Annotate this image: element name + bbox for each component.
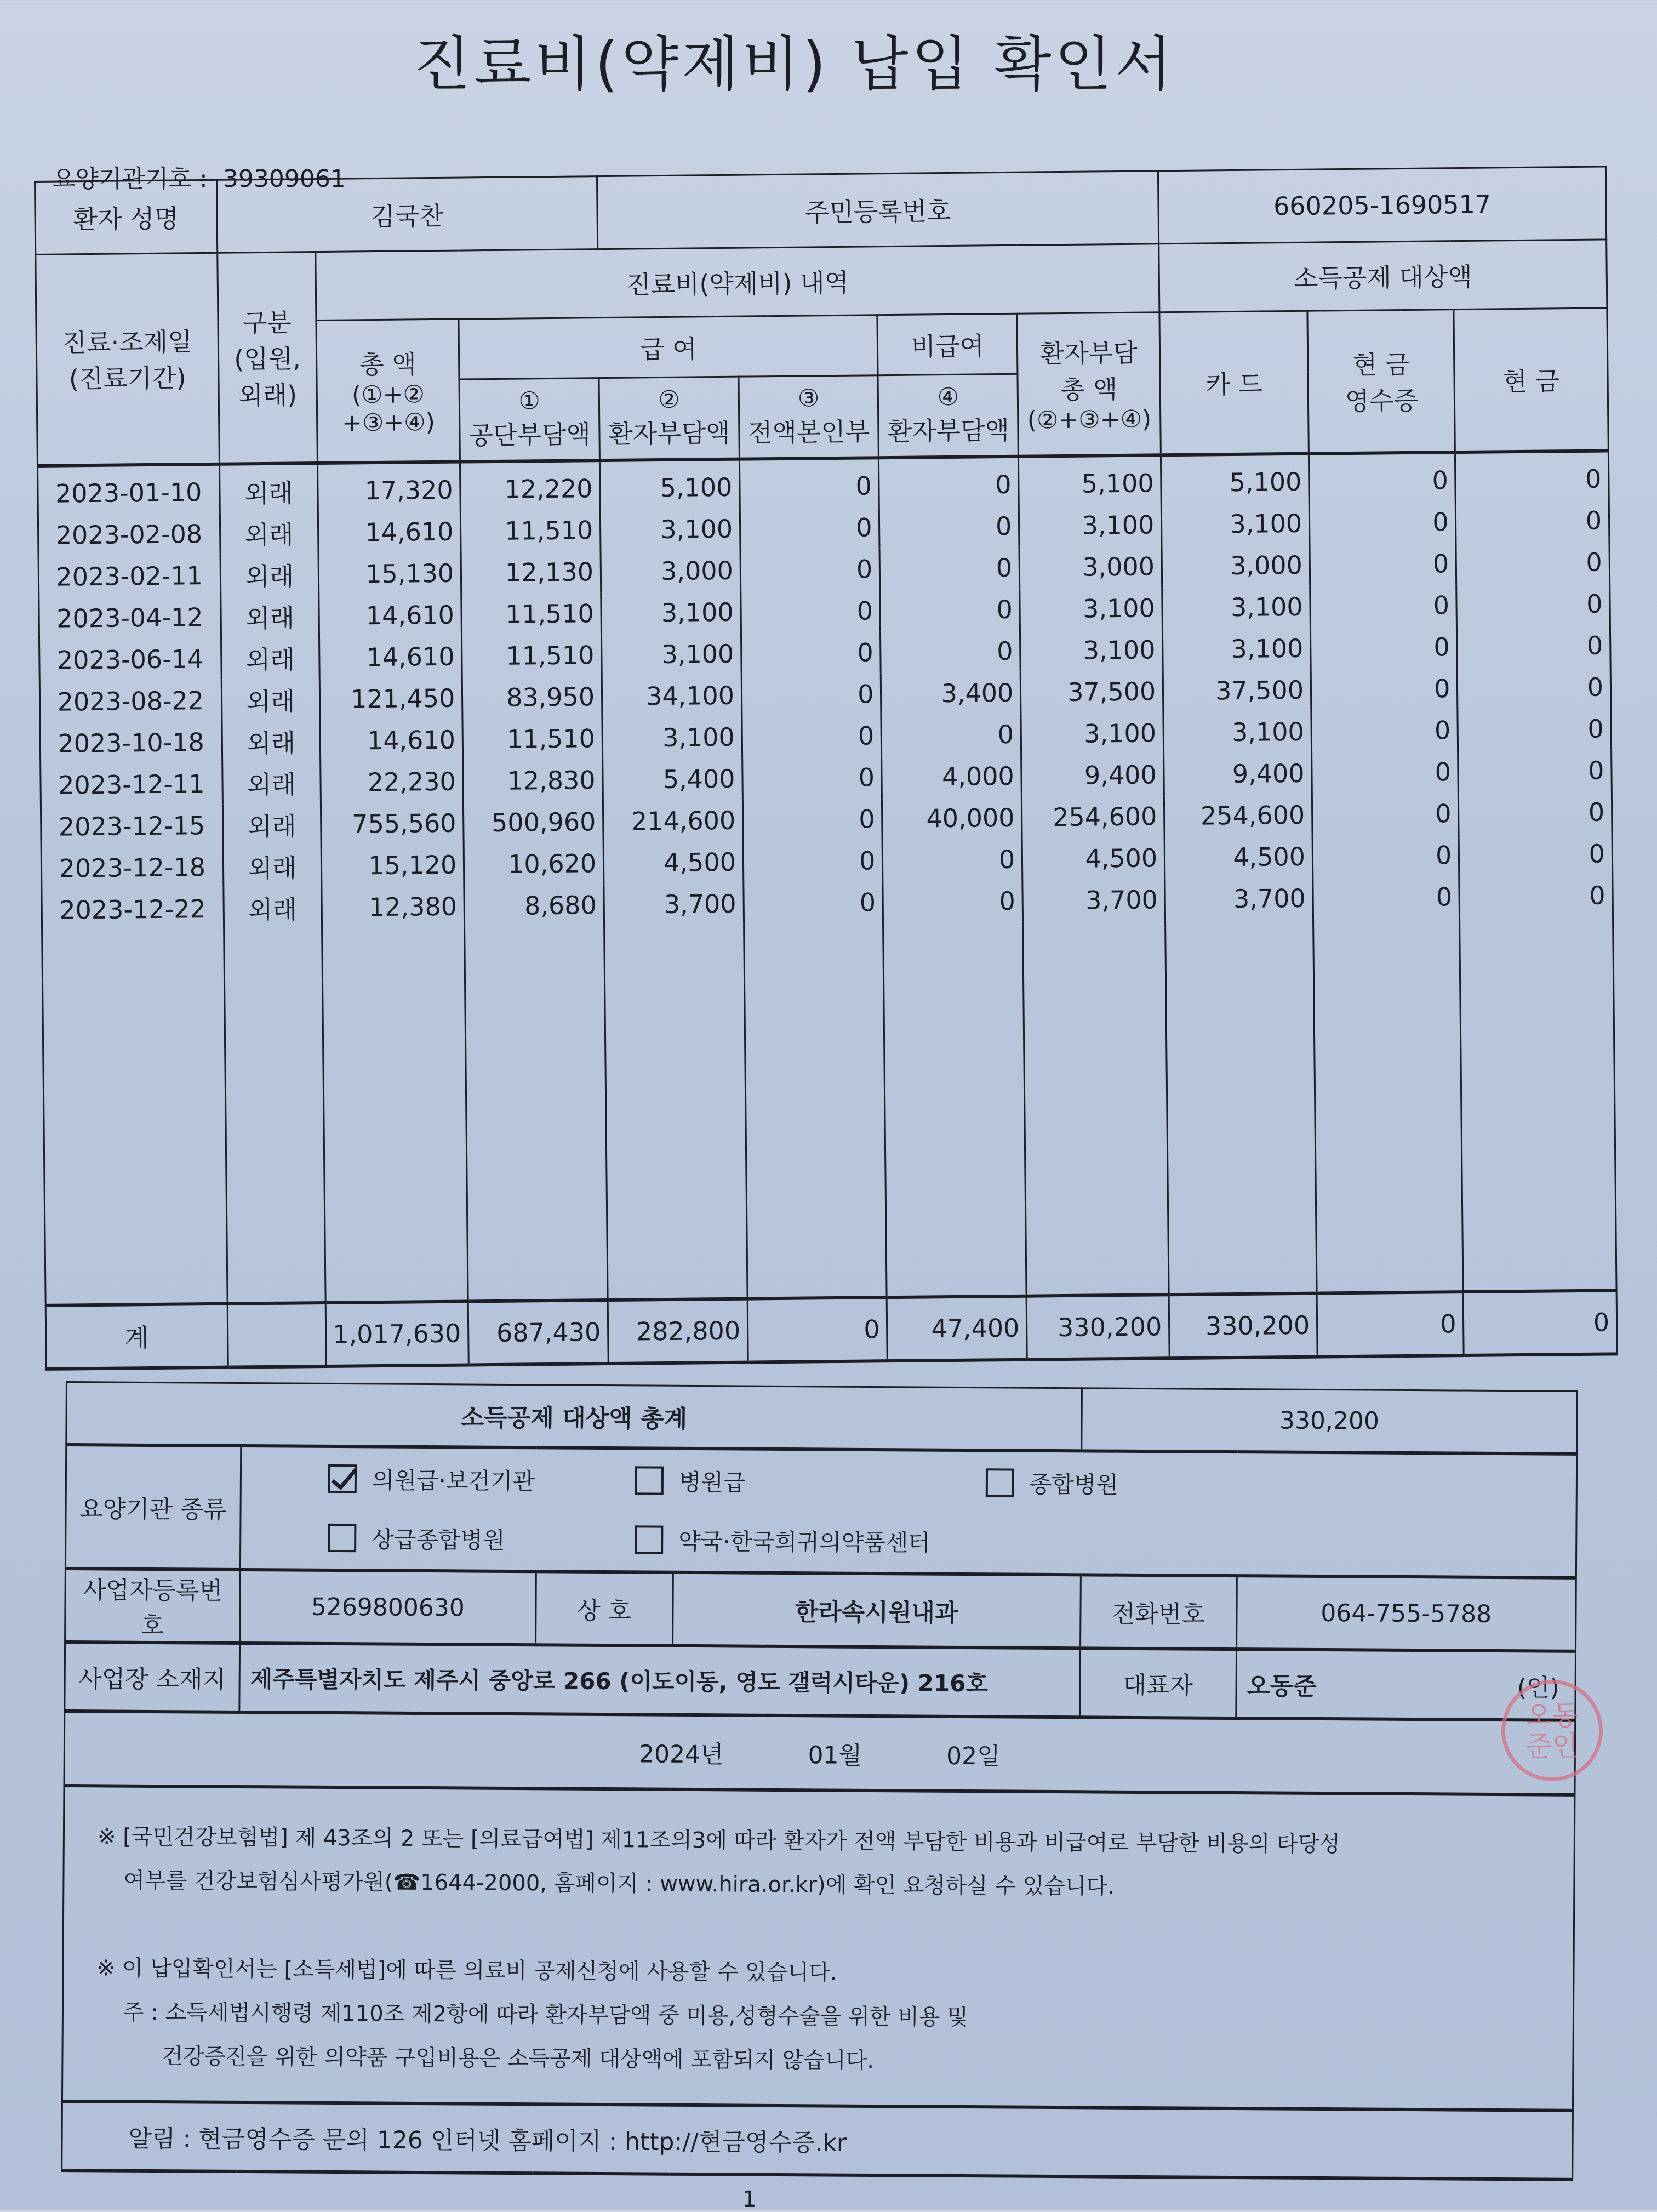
header-noncovered-patient-label: 환자부담액 xyxy=(887,415,1010,447)
row-noncovered: 0 xyxy=(880,588,1020,631)
note1-line1: ※ [국민건강보험법] 제 43조의 2 또는 [의료급여법] 제11조의3에 따라 환자가 전액 부담한 비용과 비급여로 부담한 비용의 타당성 xyxy=(97,1824,1341,1857)
header-total-line2: (①+② xyxy=(351,380,425,409)
header-total-line3: +③+④) xyxy=(341,408,436,437)
header-full-self xyxy=(739,375,879,459)
row-date: 2023-08-22 xyxy=(39,679,221,722)
row-patient-total: 9,400 xyxy=(1021,754,1164,796)
institution-type-label: 요양기관 종류 xyxy=(65,1445,241,1570)
row-card: 3,700 xyxy=(1165,877,1313,920)
row-patient-total: 3,100 xyxy=(1020,587,1163,630)
row-type: 외래 xyxy=(223,887,322,930)
row-patient-total: 5,100 xyxy=(1019,455,1162,505)
row-total: 14,610 xyxy=(320,719,463,761)
header-cash-receipt-line1: 현 금 xyxy=(1352,349,1410,380)
row-total: 15,120 xyxy=(321,843,464,886)
cash-receipt-notice: 알림 : 현금영수증 문의 126 인터넷 홈페이지 : http://현금영수증.kr xyxy=(62,2101,1573,2180)
header-patient-total-line2: 총 액 xyxy=(1060,374,1118,405)
document-title: 진료비(약제비) 납입 확인서 xyxy=(413,30,1176,99)
note2-line2: 주 : 소득세법시행령 제110조 제2항에 따라 환자부담액 중 미용,성형수술을 위한 비용 및 xyxy=(122,1999,969,2031)
notes xyxy=(62,1786,1574,2111)
business-reg-label: 사업자등록번호 xyxy=(65,1569,241,1643)
row-date: 2023-12-15 xyxy=(41,804,222,847)
header-date xyxy=(36,253,219,465)
row-card: 3,100 xyxy=(1163,627,1311,670)
issue-day: 02일 xyxy=(946,1742,1001,1771)
business-row-2 xyxy=(65,1642,1576,1720)
row-card: 3,100 xyxy=(1163,710,1312,754)
row-cash-receipt: 0 xyxy=(1310,543,1456,586)
row-cash-receipt: 0 xyxy=(1312,793,1459,836)
row-card: 4,500 xyxy=(1164,835,1313,879)
header-detail-group: 진료비(약제비) 내역 xyxy=(316,244,1159,321)
institution-code-value: 39309061 xyxy=(222,165,346,193)
row-cash: 0 xyxy=(1458,708,1611,751)
row-type: 외래 xyxy=(222,762,321,805)
row-cash: 0 xyxy=(1456,541,1609,584)
header-insurer-label: 공단부담액 xyxy=(468,419,591,451)
sum-full-self: 0 xyxy=(747,1297,888,1362)
header-patient-covered xyxy=(599,377,739,460)
row-cash: 0 xyxy=(1455,451,1609,501)
header-card: 카 드 xyxy=(1159,311,1309,455)
option-clinic[interactable] xyxy=(328,1462,635,1497)
row-patient-covered: 3,100 xyxy=(602,716,742,759)
row-card: 254,600 xyxy=(1164,794,1313,837)
sum-label: 계 xyxy=(45,1303,228,1369)
row-type: 외래 xyxy=(221,679,320,721)
row-patient-total: 3,100 xyxy=(1019,504,1162,546)
issue-date xyxy=(64,1711,1575,1795)
issue-year: 2024년 xyxy=(638,1740,724,1769)
option-label: 종합병원 xyxy=(1029,1470,1119,1498)
header-type-line3: 외래) xyxy=(238,380,298,411)
checkbox-checked-icon[interactable] xyxy=(328,1464,357,1493)
row-patient-covered: 34,100 xyxy=(602,674,742,717)
row-insurer: 12,220 xyxy=(460,460,601,510)
option-hospital[interactable] xyxy=(635,1464,986,1499)
row-noncovered: 4,000 xyxy=(882,755,1022,797)
deduction-total-row xyxy=(66,1382,1578,1454)
sum-cash-receipt: 0 xyxy=(1317,1292,1464,1357)
row-noncovered: 0 xyxy=(879,456,1019,506)
payment-table xyxy=(34,166,1618,1370)
header-noncovered-patient xyxy=(878,374,1018,457)
row-date: 2023-12-18 xyxy=(41,846,223,889)
option-label: 약국·한국희귀의약품센터 xyxy=(678,1527,931,1557)
header-patient-total-line1: 환자부담 xyxy=(1039,338,1138,369)
row-patient-total: 3,700 xyxy=(1022,879,1165,921)
row-total: 15,130 xyxy=(318,552,461,595)
row-cash: 0 xyxy=(1457,624,1610,668)
phone-label: 전화번호 xyxy=(1080,1575,1237,1649)
row-total: 14,610 xyxy=(318,510,461,553)
row-cash-receipt: 0 xyxy=(1311,668,1458,711)
institution-code-label: 요양기관기호 : xyxy=(52,165,208,193)
row-type: 외래 xyxy=(219,463,318,513)
phone-value: 064-755-5788 xyxy=(1236,1576,1576,1651)
row-date: 2023-02-11 xyxy=(38,554,220,597)
header-full-self-label: 전액본인부 xyxy=(747,417,870,448)
representative-name: 오동준 xyxy=(1246,1672,1317,1701)
header-total-line1: 총 액 xyxy=(359,349,416,380)
row-patient-total: 4,500 xyxy=(1022,837,1165,880)
row-cash: 0 xyxy=(1459,833,1613,876)
notes-row xyxy=(62,1786,1574,2111)
issuer-info-table xyxy=(61,1381,1578,2181)
rrn-label: 주민등록번호 xyxy=(597,171,1159,249)
option-label: 의원급·보건기관 xyxy=(372,1467,535,1495)
page-number: 1 xyxy=(742,2187,757,2212)
row-card: 3,000 xyxy=(1162,544,1310,587)
issue-month: 01월 xyxy=(808,1741,862,1770)
row-total: 12,380 xyxy=(322,885,465,928)
red-seal-stamp-icon xyxy=(1501,1680,1603,1781)
option-label: 병원급 xyxy=(678,1468,746,1496)
deduction-total-label: 소득공제 대상액 총계 xyxy=(66,1382,1082,1451)
row-cash-receipt: 0 xyxy=(1312,834,1459,877)
row-full-self: 0 xyxy=(739,458,879,508)
row-type: 외래 xyxy=(221,720,320,763)
row-card: 37,500 xyxy=(1163,669,1311,712)
header-cash-receipt xyxy=(1307,310,1455,454)
row-cash: 0 xyxy=(1459,874,1613,917)
row-card: 5,100 xyxy=(1161,453,1310,504)
row-full-self: 0 xyxy=(740,548,880,591)
header-patient-total xyxy=(1017,312,1161,456)
row-card: 3,100 xyxy=(1162,585,1311,629)
row-full-self: 0 xyxy=(741,631,881,674)
row-card: 3,100 xyxy=(1161,502,1310,545)
address-value: 제주특별자치도 제주시 중앙로 266 (이도이동, 영도 갤럭시타운) 216호 xyxy=(239,1643,1081,1717)
row-total: 121,450 xyxy=(319,677,462,720)
business-name-value: 한라속시원내과 xyxy=(672,1572,1081,1649)
row-patient-covered: 3,000 xyxy=(601,549,741,592)
row-cash-receipt: 0 xyxy=(1313,876,1460,919)
patient-name-label: 환자 성명 xyxy=(35,180,218,254)
checkbox-icon[interactable] xyxy=(328,1524,356,1552)
circled-two: ② xyxy=(658,385,680,414)
header-noncovered: 비급여 xyxy=(877,313,1018,375)
row-type: 외래 xyxy=(221,637,319,680)
row-total: 14,610 xyxy=(319,594,462,636)
row-noncovered: 0 xyxy=(881,713,1021,756)
row-cash: 0 xyxy=(1456,583,1610,626)
option-pharmacy[interactable] xyxy=(635,1523,985,1558)
sum-noncovered: 47,400 xyxy=(887,1296,1027,1360)
row-cash-receipt: 0 xyxy=(1311,709,1458,752)
note2-line1: ※ 이 납입확인서는 [소득세법]에 따른 의료비 공제신청에 사용할 수 있습니다. xyxy=(96,1956,837,1986)
header-deduction-group: 소득공제 대상액 xyxy=(1159,240,1607,312)
row-full-self: 0 xyxy=(741,590,881,632)
row-cash: 0 xyxy=(1458,749,1612,793)
row-noncovered: 40,000 xyxy=(882,796,1022,839)
row-cash-receipt: 0 xyxy=(1309,452,1455,503)
header-patient-total-line3: (②+③+④) xyxy=(1027,405,1152,435)
row-patient-covered: 214,600 xyxy=(603,799,743,842)
row-noncovered: 0 xyxy=(881,630,1021,672)
row-insurer: 12,830 xyxy=(463,759,603,802)
empty-rows-area xyxy=(42,916,1616,1305)
row-date: 2023-02-08 xyxy=(38,512,220,556)
row-cash-receipt: 0 xyxy=(1310,626,1457,669)
header-date-line1: 진료·조제일 xyxy=(62,327,192,358)
sum-insurer: 687,430 xyxy=(468,1300,608,1365)
business-row-1 xyxy=(65,1569,1576,1651)
row-cash: 0 xyxy=(1458,666,1611,709)
option-label: 상급종합병원 xyxy=(372,1526,505,1554)
header-type-line2: (입원, xyxy=(234,344,301,374)
checkbox-icon[interactable] xyxy=(986,1468,1014,1497)
row-insurer: 10,620 xyxy=(464,842,604,885)
row-type: 외래 xyxy=(220,595,319,638)
sum-cash: 0 xyxy=(1464,1290,1618,1355)
row-type: 외래 xyxy=(220,554,319,596)
row-full-self: 0 xyxy=(742,798,882,841)
row-noncovered: 0 xyxy=(879,505,1020,548)
header-total xyxy=(316,319,460,463)
row-full-self: 0 xyxy=(742,756,882,799)
header-covered: 급 여 xyxy=(459,315,878,379)
checkbox-icon[interactable] xyxy=(635,1525,663,1554)
patient-name: 김국찬 xyxy=(216,176,598,253)
sum-card: 330,200 xyxy=(1169,1293,1317,1358)
row-patient-covered: 5,100 xyxy=(600,459,740,509)
row-full-self: 0 xyxy=(740,506,879,549)
row-type: 외래 xyxy=(222,803,321,846)
circled-one: ① xyxy=(518,387,541,415)
circled-three: ③ xyxy=(797,384,820,413)
row-total: 14,610 xyxy=(319,635,462,678)
row-type: 외래 xyxy=(220,512,318,555)
row-full-self: 0 xyxy=(741,673,881,716)
row-full-self: 0 xyxy=(743,840,883,882)
seal-mark: (인) xyxy=(1517,1674,1559,1702)
row-patient-total: 3,100 xyxy=(1021,712,1164,755)
row-total: 755,560 xyxy=(321,802,464,845)
row-insurer: 8,680 xyxy=(464,884,604,927)
circled-four: ④ xyxy=(937,383,959,412)
row-total: 17,320 xyxy=(318,461,461,511)
row-insurer: 11,510 xyxy=(461,509,601,552)
row-noncovered: 0 xyxy=(879,546,1020,589)
note2-line3: 건강증진을 위한 의약품 구입비용은 소득공제 대상액에 포함되지 않습니다. xyxy=(162,2044,875,2074)
sum-total: 1,017,630 xyxy=(325,1301,468,1366)
row-cash-receipt: 0 xyxy=(1310,584,1457,628)
sum-type xyxy=(227,1302,327,1367)
row-noncovered: 3,400 xyxy=(881,671,1021,714)
representative-label: 대표자 xyxy=(1080,1648,1237,1718)
stamp-text: 오동준인 xyxy=(1525,1699,1579,1762)
address-label: 사업장 소재지 xyxy=(65,1642,240,1712)
header-date-line2: (진료기간) xyxy=(68,363,186,394)
sum-patient-total: 330,200 xyxy=(1026,1295,1169,1359)
header-type xyxy=(217,252,317,464)
note1-line2: 여부를 건강보험심사평가원(☎1644-2000, 홈페이지 : www.hira.or.kr)에 확인 요청하실 수 있습니다. xyxy=(123,1868,1115,1900)
business-name-label: 상 호 xyxy=(535,1571,673,1646)
row-insurer: 11,510 xyxy=(462,717,603,760)
header-cash-receipt-line2: 영수증 xyxy=(1345,385,1419,416)
checkbox-icon[interactable] xyxy=(635,1466,664,1495)
row-date: 2023-10-18 xyxy=(40,721,222,764)
row-type: 외래 xyxy=(223,845,322,888)
row-insurer: 12,130 xyxy=(461,551,601,594)
option-general-hospital[interactable] xyxy=(986,1466,1315,1501)
header-patient-covered-label: 환자부담액 xyxy=(608,418,730,449)
institution-type-options xyxy=(240,1446,1576,1578)
row-patient-covered: 3,100 xyxy=(600,508,740,550)
row-patient-total: 254,600 xyxy=(1022,795,1165,838)
row-patient-total: 3,000 xyxy=(1019,545,1162,588)
row-noncovered: 0 xyxy=(883,880,1023,922)
row-patient-covered: 3,700 xyxy=(604,882,744,925)
row-patient-covered: 3,100 xyxy=(601,591,741,634)
notice-row xyxy=(62,2101,1573,2180)
row-cash-receipt: 0 xyxy=(1312,751,1459,794)
row-total: 22,230 xyxy=(321,760,464,803)
row-insurer: 500,960 xyxy=(464,801,604,843)
row-insurer: 83,950 xyxy=(462,676,602,719)
row-date: 2023-06-14 xyxy=(39,637,221,681)
row-date: 2023-12-11 xyxy=(41,762,222,806)
sum-patient-covered: 282,800 xyxy=(608,1298,748,1363)
row-noncovered: 0 xyxy=(883,838,1023,881)
deduction-total-value: 330,200 xyxy=(1081,1388,1577,1454)
header-insurer-share xyxy=(459,378,599,461)
row-patient-covered: 5,400 xyxy=(603,757,743,800)
business-reg-value: 5269800630 xyxy=(240,1570,536,1645)
header-cash: 현 금 xyxy=(1454,308,1608,452)
row-patient-covered: 3,100 xyxy=(602,632,742,675)
rrn-value: 660205-1690517 xyxy=(1158,167,1607,244)
header-type-line1: 구분 xyxy=(242,307,292,338)
row-patient-total: 37,500 xyxy=(1020,670,1163,713)
institution-type-row xyxy=(65,1445,1576,1578)
row-cash: 0 xyxy=(1456,499,1609,543)
row-date: 2023-04-12 xyxy=(39,596,221,639)
row-date: 2023-01-10 xyxy=(37,464,219,514)
row-cash: 0 xyxy=(1459,791,1612,834)
row-cash-receipt: 0 xyxy=(1309,501,1456,544)
issue-date-row xyxy=(64,1711,1575,1795)
row-patient-total: 3,100 xyxy=(1020,629,1163,671)
option-tertiary-hospital[interactable] xyxy=(328,1521,635,1556)
row-full-self: 0 xyxy=(742,715,882,757)
row-insurer: 11,510 xyxy=(461,592,602,635)
row-patient-covered: 4,500 xyxy=(603,841,744,883)
row-date: 2023-12-22 xyxy=(42,887,224,931)
row-card: 9,400 xyxy=(1164,752,1312,795)
row-insurer: 11,510 xyxy=(462,634,602,677)
row-full-self: 0 xyxy=(744,881,883,924)
